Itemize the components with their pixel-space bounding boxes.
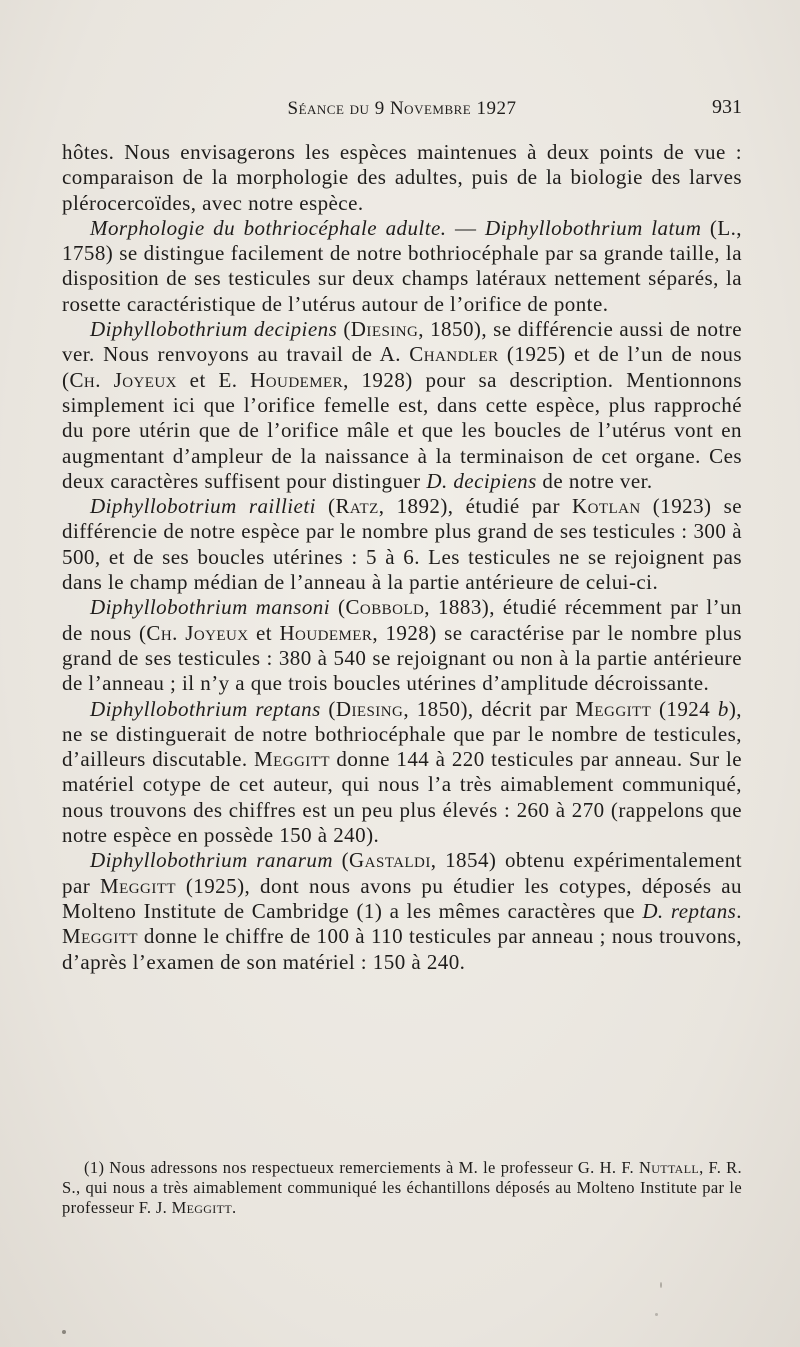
species-name-d-decipiens: D. decipiens bbox=[426, 468, 537, 493]
author-meggitt: Meggitt bbox=[62, 924, 138, 949]
text-fragment: , 1854) obtenu expérimentalement par bbox=[62, 848, 742, 898]
text-fragment: ( bbox=[332, 848, 350, 873]
text-fragment: de notre ver. bbox=[536, 468, 653, 493]
author-meggitt: Meggitt bbox=[100, 873, 176, 898]
species-name-raillieti: Diphyllobotrium raillieti bbox=[90, 494, 316, 519]
author-houdemer: Houdemer bbox=[279, 620, 373, 645]
text-fragment: donne 144 à 220 testicules par anneau. Sur le matériel cotype de cet auteur, qui nous l’a très aimablement communiqué, nous trouvons des chiffres est un peu plus élevés : 260 à 270 (rappelons que notre espèce en possède 150 à 240). bbox=[62, 747, 743, 848]
running-head bbox=[62, 98, 742, 120]
running-head-month: Novembre bbox=[389, 98, 472, 119]
running-head-day: 9 bbox=[374, 98, 385, 119]
text-fragment: (1925), dont nous avons pu étudier les cotypes, déposés au Molteno Institute de Cambridge (1) a les mêmes caractères que bbox=[62, 873, 743, 923]
text-fragment: ( bbox=[330, 595, 346, 620]
species-name-ranarum: Diphyllobothrium ranarum bbox=[90, 848, 333, 873]
author-meggitt: Meggitt bbox=[171, 1198, 233, 1217]
author-gastaldi: Gastaldi bbox=[349, 848, 431, 873]
text-fragment: ), ne se distinguerait de notre bothriocéphale que par le nombre de testicules, d’ailleurs discutable. bbox=[62, 696, 742, 772]
section-dash: — bbox=[446, 215, 486, 240]
author-kotlan: Kotlan bbox=[572, 494, 641, 519]
text-fragment: , 1928) pour sa description. Mentionnons simplement ici que l’orifice femelle est, dans cette espèce, plus rapproché du pore utérin que de l’orifice mâle et que les boucles de l’utérus vont en augmentant d’ampleur de la naissance à la terminaison de cet organe. Ces deux caractères suffisent pour distinguer bbox=[62, 367, 742, 493]
text-fragment: , 1892), étudié par bbox=[378, 494, 572, 519]
author-joyeux: Ch. Joyeux bbox=[146, 620, 249, 645]
text-fragment: et bbox=[248, 620, 280, 645]
text-fragment: (1923) se différencie de notre espèce par le nombre plus grand de ses testicules : 300 à 500, et de ses boucles utérines : 5 à 6. Les testicules ne se rejoignent pas dans le champ médian de l’anneau à la partie antérieure de celui-ci. bbox=[62, 494, 742, 595]
paragraph-decipiens bbox=[62, 317, 742, 494]
paragraph-ranarum bbox=[62, 848, 742, 974]
paper-speck bbox=[655, 1313, 658, 1316]
paragraph-intro-text: hôtes. Nous envisagerons les espèces maintenues à deux points de vue : comparaison de la morphologie des adultes, puis de la biologie des larves plérocercoïdes, avec notre espèce. bbox=[62, 140, 742, 215]
text-fragment: , 1928) se caractérise par le nombre plus grand de ses testicules : 380 à 540 se rejoignant ou non à la partie antérieure de l’anneau ; il n’y a que trois boucles utérines d’amplitude décroissante. bbox=[62, 620, 742, 696]
paragraph-raillieti bbox=[62, 494, 742, 595]
text-fragment: , 1850), décrit par bbox=[403, 696, 576, 721]
footnote-text: (1) Nous adressons nos respectueux remerciements à M. le professeur G. H. F. bbox=[84, 1158, 639, 1177]
author-cobbold: Cobbold bbox=[345, 595, 425, 620]
author-chandler: Chandler bbox=[409, 342, 499, 367]
running-head-year: 1927 bbox=[476, 98, 517, 119]
species-name-d-reptans: D. reptans bbox=[642, 898, 737, 923]
footnote-text: . bbox=[232, 1198, 237, 1217]
species-name-mansoni: Diphyllobothrium mansoni bbox=[90, 595, 331, 620]
running-head-du: du bbox=[349, 98, 370, 119]
running-head-seance: Séance bbox=[287, 98, 345, 119]
author-diesing: Diesing bbox=[350, 317, 419, 342]
author-joyeux: Ch. Joyeux bbox=[69, 367, 177, 392]
author-meggitt: Meggitt bbox=[253, 747, 330, 772]
text-fragment: donne le chiffre de 100 à 110 testicules par anneau ; nous trouvons, d’après l’examen de son matériel : 150 à 240. bbox=[62, 924, 742, 974]
species-name-latum: Diphyllobothrium latum bbox=[485, 215, 702, 240]
section-title: Morphologie du bothriocéphale adulte. bbox=[90, 215, 447, 240]
author-meggitt: Meggitt bbox=[575, 696, 652, 721]
paper-speck bbox=[660, 1282, 662, 1288]
text-fragment: ( bbox=[320, 696, 336, 721]
page-number: 931 bbox=[712, 96, 742, 118]
text-fragment: ( bbox=[337, 317, 351, 342]
text-fragment: (1925) et de l’un de nous ( bbox=[62, 342, 742, 392]
text-fragment: , 1850), se différencie aussi de notre ver. Nous renvoyons au travail de A. bbox=[62, 317, 742, 367]
author-diesing: Diesing bbox=[335, 696, 404, 721]
paper-speck bbox=[62, 1330, 66, 1334]
author-nuttall: Nuttall bbox=[639, 1158, 700, 1177]
paragraph-reptans bbox=[62, 697, 742, 849]
paragraph-latum-text: (L., 1758) se distingue facilement de notre bothriocéphale par sa grande taille, la disposition de ses testicules sur deux champs latéraux nettement séparés, la rosette caractéristique de l’utérus autour de l’orifice de ponte. bbox=[62, 215, 743, 316]
footnote bbox=[62, 1158, 742, 1218]
paragraph-latum bbox=[62, 216, 742, 317]
paragraph-mansoni bbox=[62, 595, 742, 696]
footnote-text: , F. R. S., qui nous a très aimablement communiqué les échantillons déposés au Molteno Institute par le professeur F. J. bbox=[62, 1158, 743, 1217]
text-fragment: (1924 bbox=[651, 696, 718, 721]
author-ratz: Ratz bbox=[335, 494, 379, 519]
paragraph-intro bbox=[62, 140, 742, 216]
text-fragment: . bbox=[736, 898, 742, 923]
page-header bbox=[62, 94, 742, 124]
text-fragment: , 1883), étudié récemment par l’un de nous ( bbox=[62, 595, 742, 645]
species-name-reptans: Diphyllobothrium reptans bbox=[90, 696, 321, 721]
body-text bbox=[62, 140, 742, 975]
author-houdemer: Houdemer bbox=[250, 367, 344, 392]
text-fragment: ( bbox=[315, 494, 336, 519]
text-fragment: et E. bbox=[176, 367, 251, 392]
species-name-decipiens: Diphyllobothrium decipiens bbox=[90, 317, 338, 342]
reference-letter: b bbox=[717, 696, 729, 721]
